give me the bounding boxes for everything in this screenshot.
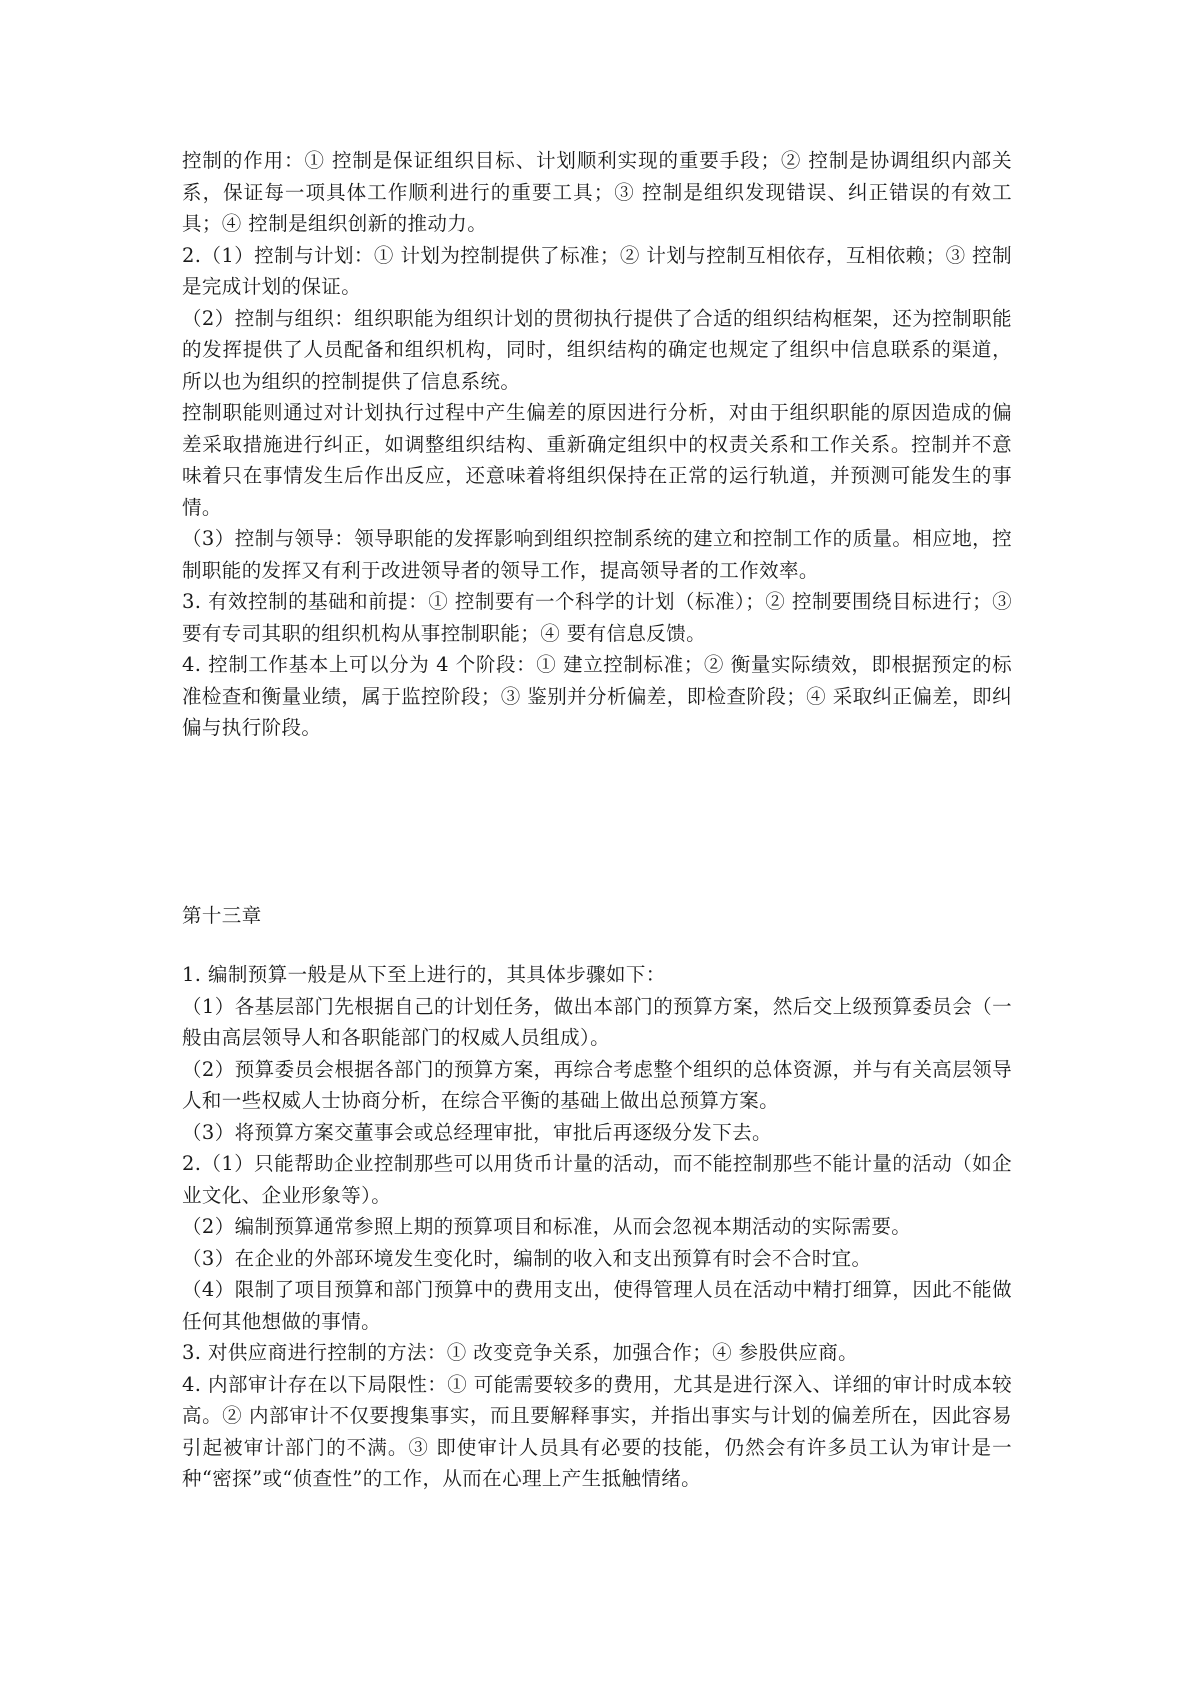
paragraph-budget-limit-2: （2）编制预算通常参照上期的预算项目和标准，从而会忽视本期活动的实际需要。 [182,1215,912,1238]
chapter-13-text [182,959,1012,1495]
paragraph-control-function: 控制职能则通过对计划执行过程中产生偏差的原因进行分析，对由于组织职能的原因造成的偏差采取措施进行纠正，如调整组织结构、重新确定组织中的权责关系和工作关系。控制并不意味着只在事情发生后作出反应，还意味着将组织保持在正常的运行轨道，并预测可能发生的事情。 [182,401,1012,519]
paragraph-internal-audit-limits: 4. 内部审计存在以下局限性：① 可能需要较多的费用，尤其是进行深入、详细的审计时成本较高。② 内部审计不仅要搜集事实，而且要解释事实，并指出事实与计划的偏差所在，因此容易引起被审计部门的不满。③ 即使审计人员具有必要的技能，仍然会有许多员工认为审计是一种“密探”或“侦查性”的工作，从而在心理上产生抵触情绪。 [182,1372,1012,1490]
paragraph-budget-limit-3: （3）在企业的外部环境发生变化时，编制的收入和支出预算有时会不合时宜。 [182,1246,872,1270]
paragraph-supplier-control: 3. 对供应商进行控制的方法：① 改变竞争关系，加强合作；④ 参股供应商。 [182,1341,859,1364]
paragraph-control-stages: 4. 控制工作基本上可以分为 4 个阶段：① 建立控制标准；② 衡量实际绩效，即根据预定的标准检查和衡量业绩，属于监控阶段；③ 鉴别并分析偏差，即检查阶段；④ 采取纠正偏差，即纠偏与执行阶段。 [182,653,1012,739]
paragraph-budget-step-1: （1）各基层部门先根据自己的计划任务，做出本部门的预算方案，然后交上级预算委员会（一般由高层领导人和各职能部门的权威人员组成）。 [182,994,1012,1049]
paragraph-budget-step-3: （3）将预算方案交董事会或总经理审批，审批后再逐级分发下去。 [182,1120,772,1144]
paragraph-control-and-planning: 2.（1）控制与计划：① 计划为控制提供了标准；② 计划与控制互相依存，互相依赖；③ 控制是完成计划的保证。 [182,243,1012,298]
paragraph-budget-intro: 1. 编制预算一般是从下至上进行的，其具体步骤如下： [182,963,666,986]
paragraph-budget-limit-4: （4）限制了项目预算和部门预算中的费用支出，使得管理人员在活动中精打细算，因此不能做任何其他想做的事情。 [182,1278,1012,1333]
paragraph-budget-step-2: （2）预算委员会根据各部门的预算方案，再综合考虑整个组织的总体资源，并与有关高层领导人和一些权威人士协商分析，在综合平衡的基础上做出总预算方案。 [182,1057,1012,1112]
paragraph-control-and-leading: （3）控制与领导：领导职能的发挥影响到组织控制系统的建立和控制工作的质量。相应地，控制职能的发挥又有利于改进领导者的领导工作，提高领导者的工作效率。 [182,527,1012,582]
chapter-heading: 第十三章 [182,904,262,927]
control-section-text [182,145,1012,744]
paragraph-budget-limit-1: 2.（1）只能帮助企业控制那些可以用货币计量的活动，而不能控制那些不能计量的活动（如企业文化、企业形象等）。 [182,1152,1012,1207]
paragraph-control-role: 控制的作用：① 控制是保证组织目标、计划顺利实现的重要手段；② 控制是协调组织内部关系，保证每一项具体工作顺利进行的重要工具；③ 控制是组织发现错误、纠正错误的有效工具；④ 控制是组织创新的推动力。 [182,149,1012,235]
paragraph-control-and-organizing: （2）控制与组织：组织职能为组织计划的贯彻执行提供了合适的组织结构框架，还为控制职能的发挥提供了人员配备和组织机构，同时，组织结构的确定也规定了组织中信息联系的渠道，所以也为组织的控制提供了信息系统。 [182,306,1012,393]
paragraph-effective-control-basis: 3. 有效控制的基础和前提：① 控制要有一个科学的计划（标准）；② 控制要围绕目标进行；③ 要有专司其职的组织机构从事控制职能；④ 要有信息反馈。 [182,590,1012,645]
